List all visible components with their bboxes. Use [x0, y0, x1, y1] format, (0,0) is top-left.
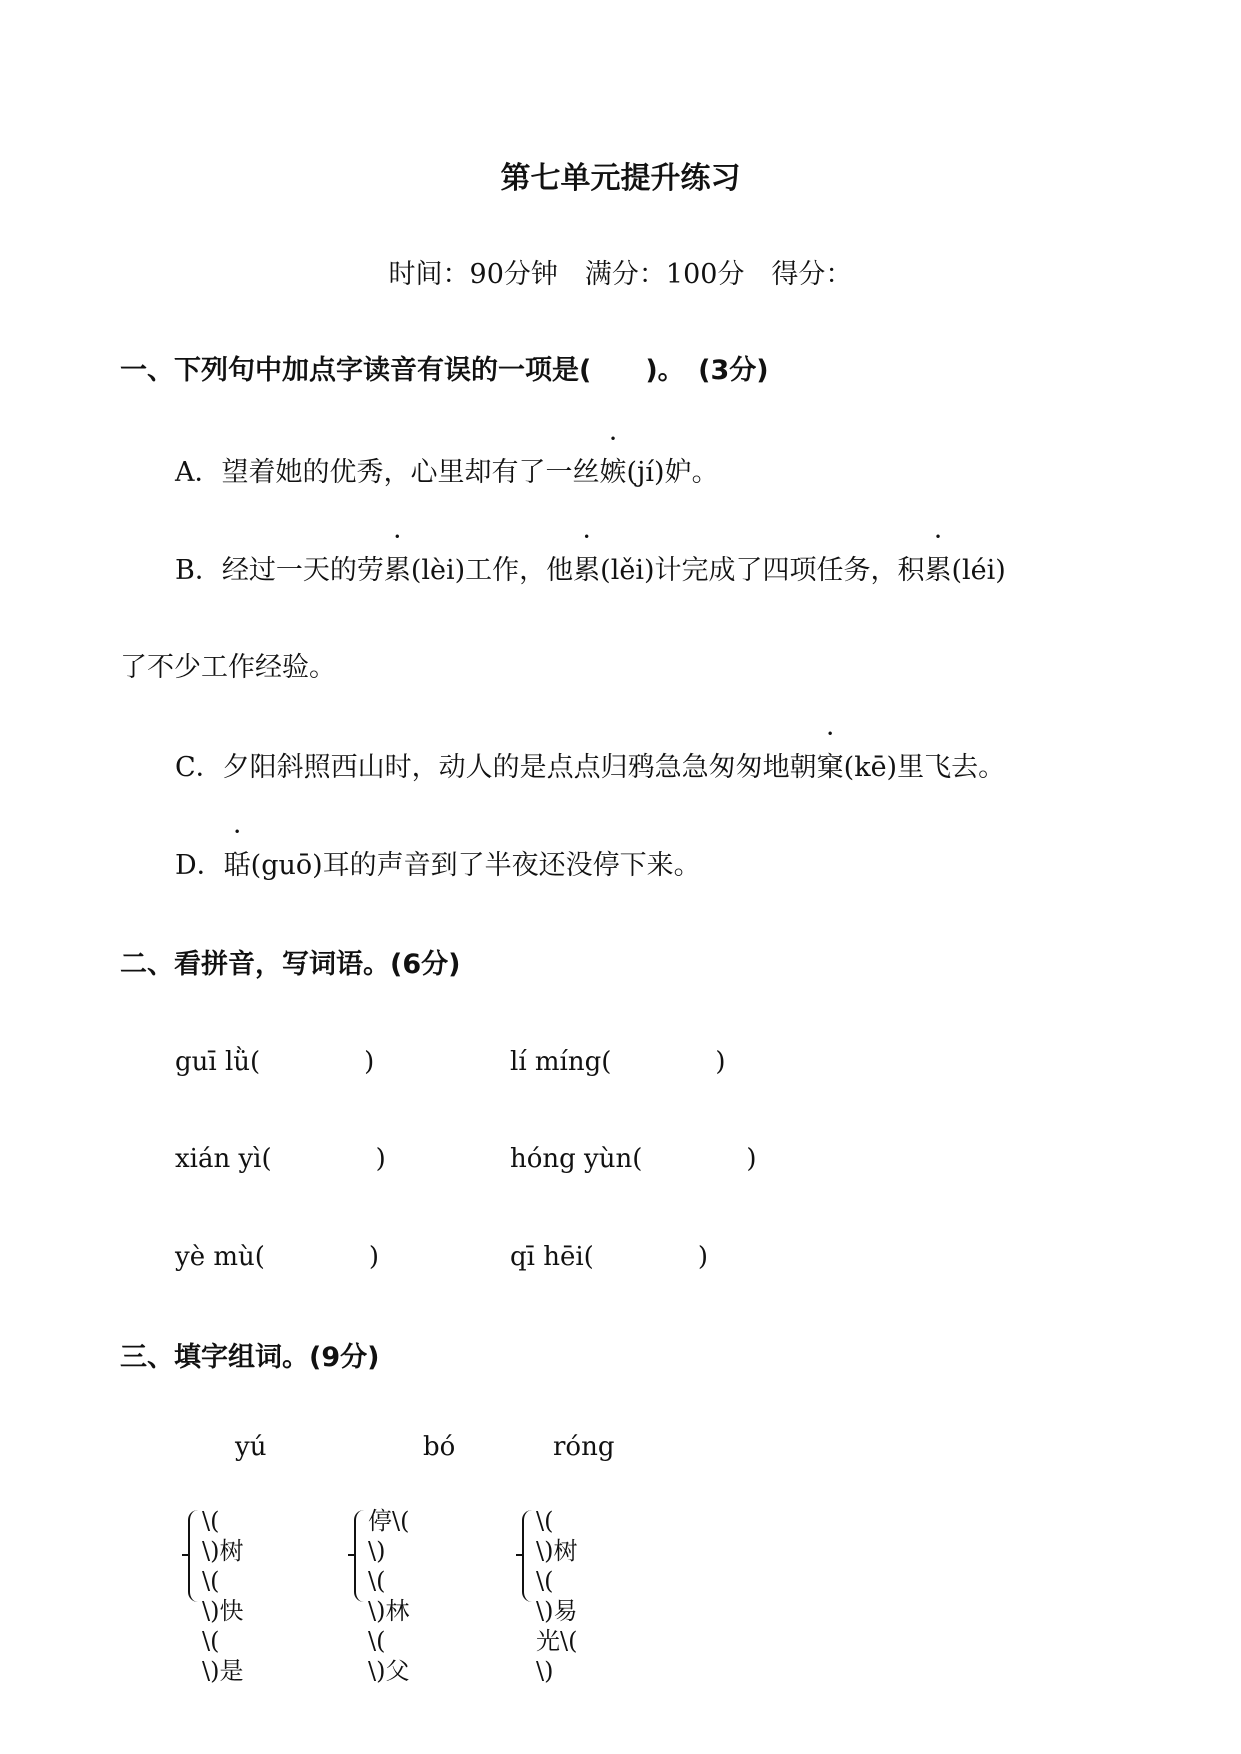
exam-meta: 时间：90分钟 满分：100分 得分：: [388, 259, 853, 290]
fill-blank-line: \( \)树: [536, 1507, 602, 1565]
q1-heading: 一、下列句中加点字读音有误的一项是( )。 (3分): [120, 355, 769, 386]
pinyin-item: qī hēi( ): [510, 1242, 708, 1272]
page-title: 第七单元提升练习: [500, 161, 741, 196]
brace-icon: [354, 1510, 366, 1602]
pinyin-item: yè mù( ): [175, 1242, 380, 1272]
option-text: (guō)耳的声音到了半夜还没停下来。: [250, 850, 701, 881]
pinyin-item: lí míng( ): [510, 1047, 726, 1077]
group-pinyin: yú: [235, 1432, 267, 1462]
fill-blank-line: 停\( \): [368, 1507, 458, 1565]
option-text: (jí)妒。: [626, 457, 719, 488]
fill-blank-line: \( \)是: [202, 1627, 268, 1685]
pinyin-item: hóng yùn( ): [510, 1144, 757, 1174]
fill-blank-line: 光\( \): [536, 1627, 626, 1685]
fill-blank-line: \( \)易: [536, 1567, 602, 1625]
q2-heading: 二、看拼音，写词语。(6分): [120, 949, 461, 980]
q1-option-b-continued: 了不少工作经验。: [120, 652, 336, 683]
option-text: D．: [175, 850, 224, 881]
dotted-char: 聒: [223, 850, 251, 881]
fill-blank-line: \( \)林: [368, 1567, 434, 1625]
q1-option-a: [175, 450, 719, 489]
option-text: B．经过一天的劳: [175, 555, 384, 586]
group-pinyin: róng: [553, 1432, 615, 1462]
dotted-char: 嫉: [599, 457, 627, 488]
fill-blank-line: \( \)树: [202, 1507, 268, 1565]
option-text: C．夕阳斜照西山时，动人的是点点归鸦急急匆匆地朝: [175, 752, 817, 783]
dotted-char: 累: [573, 555, 601, 586]
brace-lines: [368, 1506, 458, 1686]
dotted-char: 累: [383, 555, 411, 586]
option-text: (lěi)计完成了四项任务，积: [600, 555, 925, 586]
dotted-char: 窠: [816, 752, 844, 783]
fill-blank-line: \( \)父: [368, 1627, 434, 1685]
option-text: (léi): [951, 555, 1006, 586]
brace-lines: [202, 1506, 268, 1686]
option-text: (kē)里飞去。: [843, 752, 1006, 783]
dotted-char: 累: [924, 555, 952, 586]
brace-icon: [188, 1510, 200, 1602]
group-pinyin: bó: [423, 1432, 456, 1462]
q1-option-d: [175, 843, 701, 882]
brace-icon: [522, 1510, 534, 1602]
q3-heading: 三、填字组词。(9分): [120, 1342, 380, 1373]
q1-option-b: [175, 548, 1006, 587]
fill-blank-line: \( \)快: [202, 1567, 268, 1625]
option-text: (lèi)工作，他: [410, 555, 574, 586]
pinyin-item: guī lǜ( ): [175, 1047, 375, 1077]
q1-option-c: [175, 745, 1005, 784]
brace-lines: [536, 1506, 626, 1686]
option-text: A．望着她的优秀，心里却有了一丝: [175, 457, 600, 488]
pinyin-item: xián yì( ): [175, 1144, 386, 1174]
